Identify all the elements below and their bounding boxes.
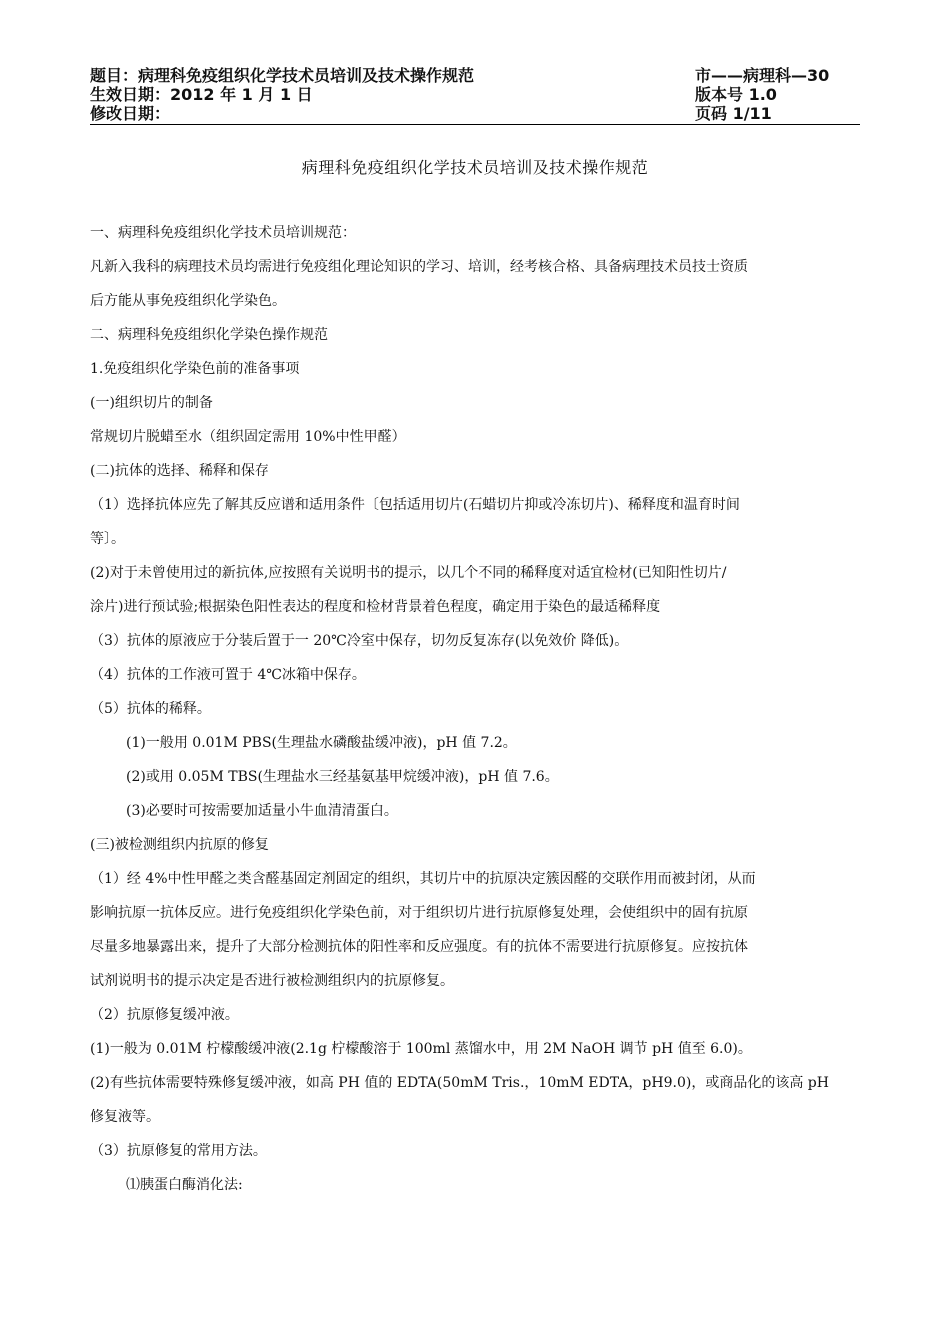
paragraph: (1)一般用 0.01M PBS(生理盐水磷酸盐缓冲液)，pH 值 7.2。	[126, 735, 517, 751]
paragraph: （3）抗体的原液应于分装后置于一 20℃冷室中保存，切勿反复冻存(以免效价 降低)。	[90, 633, 629, 649]
paragraph: 一、病理科免疫组织化学技术员培训规范：	[90, 225, 356, 241]
paragraph: （5）抗体的稀释。	[90, 701, 211, 717]
paragraph: (2)有些抗体需要特殊修复缓冲液，如高 PH 值的 EDTA(50mM Tris.，10mM EDTA，pH9.0)，或商品化的该高 pH	[90, 1075, 829, 1091]
revised-date: 修改日期：	[90, 104, 171, 123]
header-row-2	[90, 85, 860, 104]
paragraph: 影响抗原一抗体反应。进行免疫组织化学染色前，对于组织切片进行抗原修复处理，会使组织中的固有抗原	[90, 905, 748, 921]
paragraph: （1）经 4%中性甲醛之类含醛基固定剂固定的组织，其切片中的抗原决定簇因醛的交联作用而被封闭，从而	[90, 871, 756, 887]
paragraph: (1)一般为 0.01M 柠檬酸缓冲液(2.1g 柠檬酸溶于 100ml 蒸馏水中，用 2M NaOH 调节 pH 值至 6.0)。	[90, 1041, 752, 1057]
effective-date: 生效日期：2012 年 1 月 1 日	[90, 85, 313, 104]
paragraph: 1.免疫组织化学染色前的准备事项	[90, 361, 300, 377]
paragraph: 尽量多地暴露出来，提升了大部分检测抗体的阳性率和反应强度。有的抗体不需要进行抗原修复。应按抗体	[90, 939, 748, 955]
paragraph: (2)或用 0.05M TBS(生理盐水三经基氨基甲烷缓冲液)，pH 值 7.6。	[126, 769, 559, 785]
paragraph: 凡新入我科的病理技术员均需进行免疫组化理论知识的学习、培训，经考核合格、具备病理技术员技士资质	[90, 259, 748, 275]
page-number: 页码 1/11	[695, 104, 772, 123]
doc-code: 市——病理科—30	[695, 66, 830, 85]
paragraph: 修复液等。	[90, 1109, 160, 1125]
paragraph: (3)必要时可按需要加适量小牛血清清蛋白。	[126, 803, 398, 819]
document-body	[90, 216, 860, 1202]
paragraph: 常规切片脱蜡至水（组织固定需用 10%中性甲醛）	[90, 429, 406, 445]
header-title: 题目：病理科免疫组织化学技术员培训及技术操作规范	[90, 66, 475, 85]
paragraph: 试剂说明书的提示决定是否进行被检测组织内的抗原修复。	[90, 973, 454, 989]
header-row-3	[90, 104, 860, 123]
version-number: 版本号 1.0	[695, 85, 777, 104]
paragraph: 二、病理科免疫组织化学染色操作规范	[90, 327, 328, 343]
paragraph: (一)组织切片的制备	[90, 395, 213, 411]
paragraph: （4）抗体的工作液可置于 4℃冰箱中保存。	[90, 667, 366, 683]
paragraph: 等〕。	[90, 531, 125, 547]
paragraph: (三)被检测组织内抗原的修复	[90, 837, 269, 853]
paragraph: （2）抗原修复缓冲液。	[90, 1007, 239, 1023]
paragraph: 涂片)进行预试验;根据染色阳性表达的程度和检材背景着色程度，确定用于染色的最适稀释度	[90, 599, 661, 615]
paragraph: ⑴胰蛋白酶消化法:	[126, 1177, 243, 1193]
paragraph: (2)对于未曾使用过的新抗体,应按照有关说明书的提示，以几个不同的稀释度对适宜检材(已知阳性切片/	[90, 565, 727, 581]
paragraph: （3）抗原修复的常用方法。	[90, 1143, 267, 1159]
paragraph: 后方能从事免疫组织化学染色。	[90, 293, 286, 309]
paragraph: (二)抗体的选择、稀释和保存	[90, 463, 269, 479]
paragraph: （1）选择抗体应先了解其反应谱和适用条件〔包括适用切片(石蜡切片抑或冷冻切片)、稀释度和温育时间	[90, 497, 740, 513]
header-row-1	[90, 66, 860, 85]
document-title: 病理科免疫组织化学技术员培训及技术操作规范	[301, 158, 649, 177]
page-header	[90, 66, 860, 125]
